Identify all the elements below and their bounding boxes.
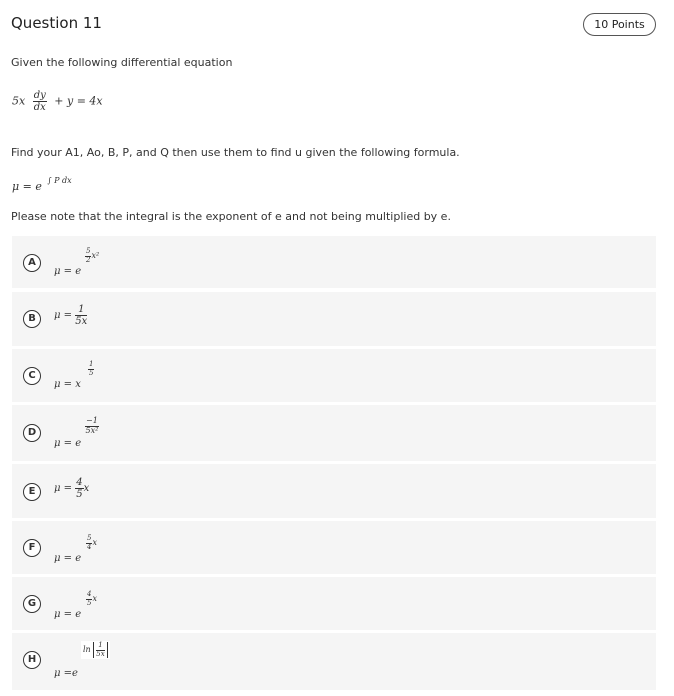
option-g-lhs: μ = e (54, 609, 82, 620)
prompt-note: Please note that the integral is the exponent of e and not being multiplied by e. (11, 210, 451, 223)
option-b[interactable] (12, 292, 656, 346)
option-h-exponent (81, 641, 110, 659)
option-b-den: 5x (75, 316, 88, 327)
option-b-badge[interactable]: B (23, 310, 41, 328)
option-c-exponent (88, 361, 94, 377)
option-e-math (54, 477, 89, 500)
option-d[interactable] (12, 405, 656, 461)
option-f-exp-den: 4 (87, 542, 92, 551)
option-a-exponent (85, 248, 99, 264)
option-h-lhs: μ =e (54, 668, 78, 679)
option-a-exp-den: 2 (86, 255, 91, 264)
option-g-exp-tail: x (92, 594, 97, 604)
option-g-exp-den: 5 (87, 598, 92, 607)
option-g-math (54, 609, 81, 620)
option-g-exp-num: 4 (87, 590, 92, 598)
option-f-lhs: μ = e (54, 553, 82, 564)
option-f[interactable] (12, 521, 656, 574)
option-c[interactable] (12, 349, 656, 402)
eq-coef: 5x (12, 94, 26, 108)
option-h-math (54, 668, 78, 679)
eq-dx: dx (33, 102, 46, 113)
points-badge: 10 Points (583, 13, 656, 36)
mu-exponent: ∫ P dx (47, 176, 72, 185)
option-h-exp-den: 5x (96, 649, 105, 658)
prompt-intro: Given the following differential equation (11, 56, 233, 69)
option-f-exponent (86, 535, 97, 551)
option-g-exponent (86, 591, 97, 607)
eq-dy: dy (33, 90, 46, 101)
option-d-badge[interactable]: D (23, 424, 41, 442)
option-h-exp-num: 1 (98, 641, 103, 649)
option-a-badge[interactable]: A (23, 254, 41, 272)
option-a-math (54, 266, 81, 277)
option-e-num: 4 (76, 477, 83, 488)
option-c-exp-num: 1 (89, 360, 94, 368)
option-d-exponent (85, 417, 99, 436)
option-d-math (54, 438, 81, 449)
eq-rest: + y = 4x (54, 94, 103, 108)
mu-lhs: μ = e (12, 180, 42, 193)
option-h-badge[interactable]: H (23, 651, 41, 669)
option-f-exp-num: 5 (87, 534, 92, 542)
option-e-den: 5 (76, 489, 83, 500)
option-f-math (54, 553, 81, 564)
option-e-lhs: μ = (54, 483, 73, 494)
option-g-badge[interactable]: G (23, 595, 41, 613)
prompt-instruction: Find your A1, Ao, B, P, and Q then use them to find u given the following formula. (11, 146, 460, 159)
differential-equation (12, 90, 103, 113)
option-b-lhs: μ = (54, 310, 73, 321)
option-c-badge[interactable]: C (23, 367, 41, 385)
option-f-badge[interactable]: F (23, 539, 41, 557)
option-a[interactable] (12, 236, 656, 288)
option-a-exp-num: 5 (86, 247, 91, 255)
option-c-exp-den: 5 (89, 368, 94, 377)
option-f-exp-tail: x (92, 538, 97, 548)
option-d-lhs: μ = e (54, 438, 82, 449)
option-d-exp-num: −1 (86, 416, 98, 425)
option-h[interactable] (12, 633, 656, 690)
option-a-exp-tail: x² (91, 251, 100, 261)
option-b-math (54, 304, 87, 327)
option-a-lhs: μ = e (54, 266, 82, 277)
option-e-tail: x (83, 483, 90, 494)
option-c-lhs: μ = x (54, 379, 81, 390)
option-d-exp-den: 5x² (85, 425, 99, 435)
option-e-badge[interactable]: E (23, 483, 41, 501)
option-b-num: 1 (75, 304, 87, 316)
option-c-math (54, 379, 81, 390)
option-h-exp-prefix: ln (83, 645, 91, 655)
mu-formula (12, 176, 72, 193)
question-title: Question 11 (11, 14, 102, 32)
option-g[interactable] (12, 577, 656, 630)
option-e[interactable] (12, 464, 656, 518)
